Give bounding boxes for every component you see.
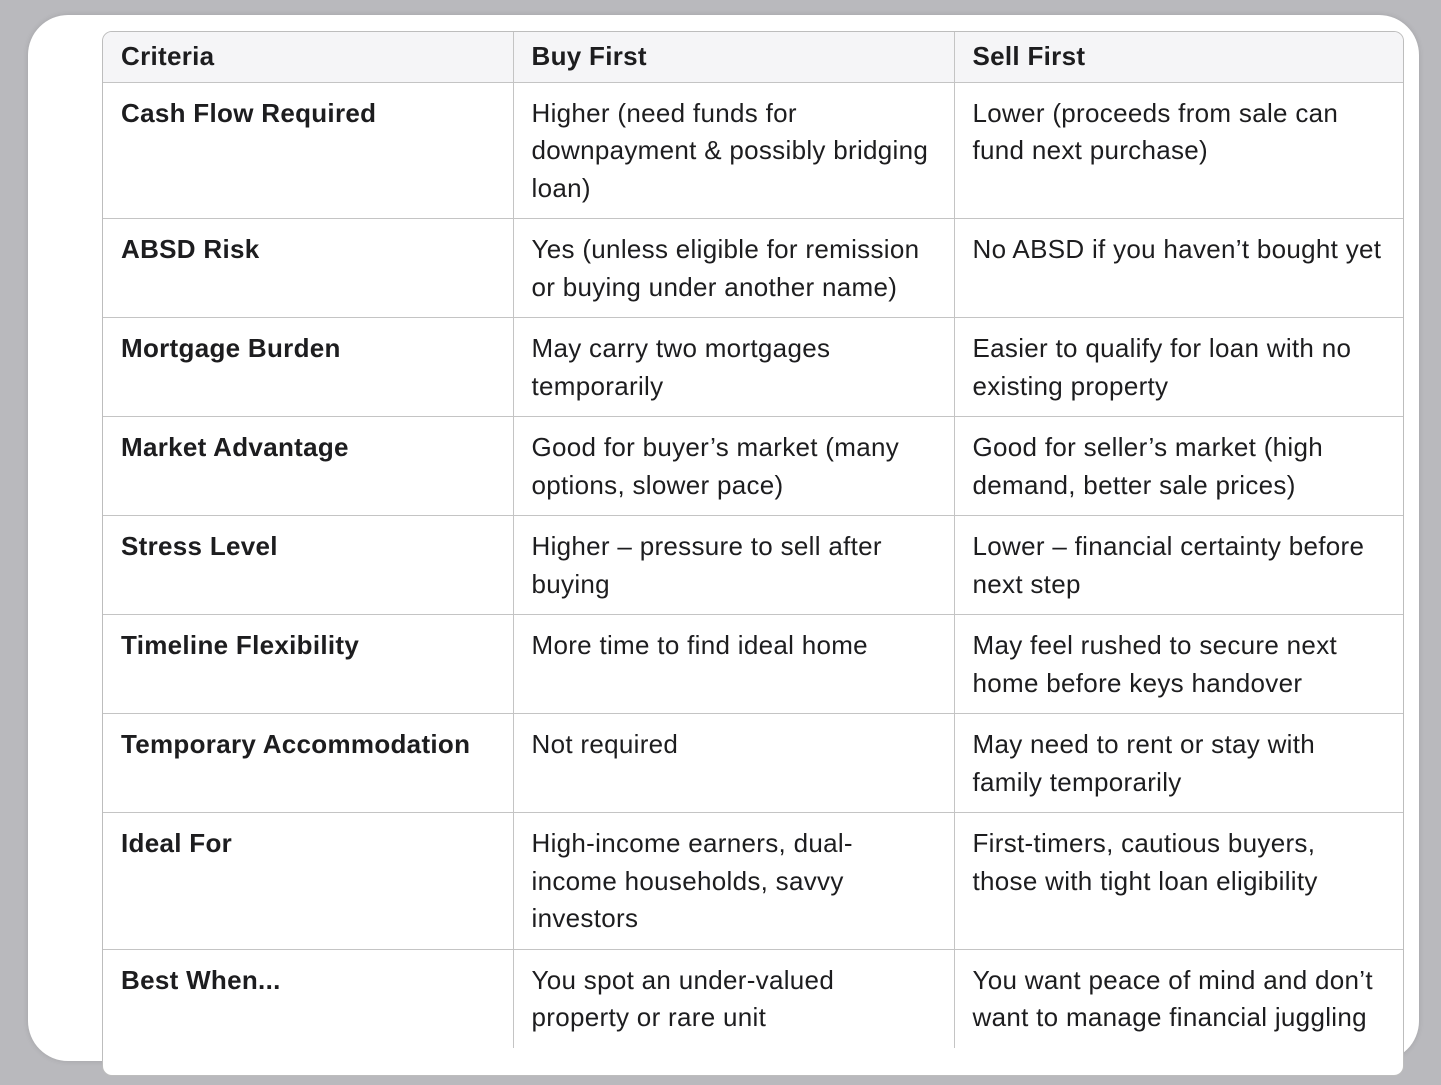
table-header-row: [103, 32, 1403, 82]
criteria-cell: Timeline Flexibility: [103, 615, 513, 714]
sell-first-cell: Good for seller’s market (high demand, better sale prices): [954, 417, 1403, 516]
sell-first-cell: May need to rent or stay with family temporarily: [954, 714, 1403, 813]
buy-first-cell: Yes (unless eligible for remission or buying under another name): [513, 219, 954, 318]
buy-first-cell: High-income earners, dual-income households, savvy investors: [513, 813, 954, 950]
header-sell-first: Sell First: [954, 32, 1403, 82]
comparison-table: [103, 32, 1403, 1048]
buy-first-cell: Not required: [513, 714, 954, 813]
buy-first-cell: Good for buyer’s market (many options, slower pace): [513, 417, 954, 516]
screenshot-card: [28, 15, 1419, 1061]
criteria-cell: Market Advantage: [103, 417, 513, 516]
table-row: [103, 82, 1403, 219]
table-row: [103, 813, 1403, 950]
buy-first-cell: More time to find ideal home: [513, 615, 954, 714]
table-row: [103, 417, 1403, 516]
comparison-table-container: [102, 31, 1404, 1076]
table-row: [103, 949, 1403, 1048]
criteria-cell: Stress Level: [103, 516, 513, 615]
buy-first-cell: You spot an under-valued property or rare unit: [513, 949, 954, 1048]
sell-first-cell: First-timers, cautious buyers, those with tight loan eligibility: [954, 813, 1403, 950]
buy-first-cell: Higher (need funds for downpayment & possibly bridging loan): [513, 82, 954, 219]
table-row: [103, 714, 1403, 813]
sell-first-cell: Easier to qualify for loan with no existing property: [954, 318, 1403, 417]
table-row: [103, 318, 1403, 417]
criteria-cell: Ideal For: [103, 813, 513, 950]
sell-first-cell: May feel rushed to secure next home before keys handover: [954, 615, 1403, 714]
criteria-cell: ABSD Risk: [103, 219, 513, 318]
sell-first-cell: Lower (proceeds from sale can fund next purchase): [954, 82, 1403, 219]
criteria-cell: Temporary Accommodation: [103, 714, 513, 813]
sell-first-cell: You want peace of mind and don’t want to manage financial juggling: [972, 964, 1373, 1032]
table-row: [103, 516, 1403, 615]
table-row: [103, 219, 1403, 318]
criteria-cell: Best When...: [103, 949, 513, 1048]
header-buy-first: Buy First: [513, 32, 954, 82]
header-criteria: Criteria: [103, 32, 513, 82]
buy-first-cell: May carry two mortgages temporarily: [513, 318, 954, 417]
sell-first-cell: Lower – financial certainty before next step: [954, 516, 1403, 615]
criteria-cell: Mortgage Burden: [103, 318, 513, 417]
sell-first-cell: No ABSD if you haven’t bought yet: [954, 219, 1403, 318]
criteria-cell: Cash Flow Required: [103, 82, 513, 219]
buy-first-cell: Higher – pressure to sell after buying: [513, 516, 954, 615]
table-row: [103, 615, 1403, 714]
